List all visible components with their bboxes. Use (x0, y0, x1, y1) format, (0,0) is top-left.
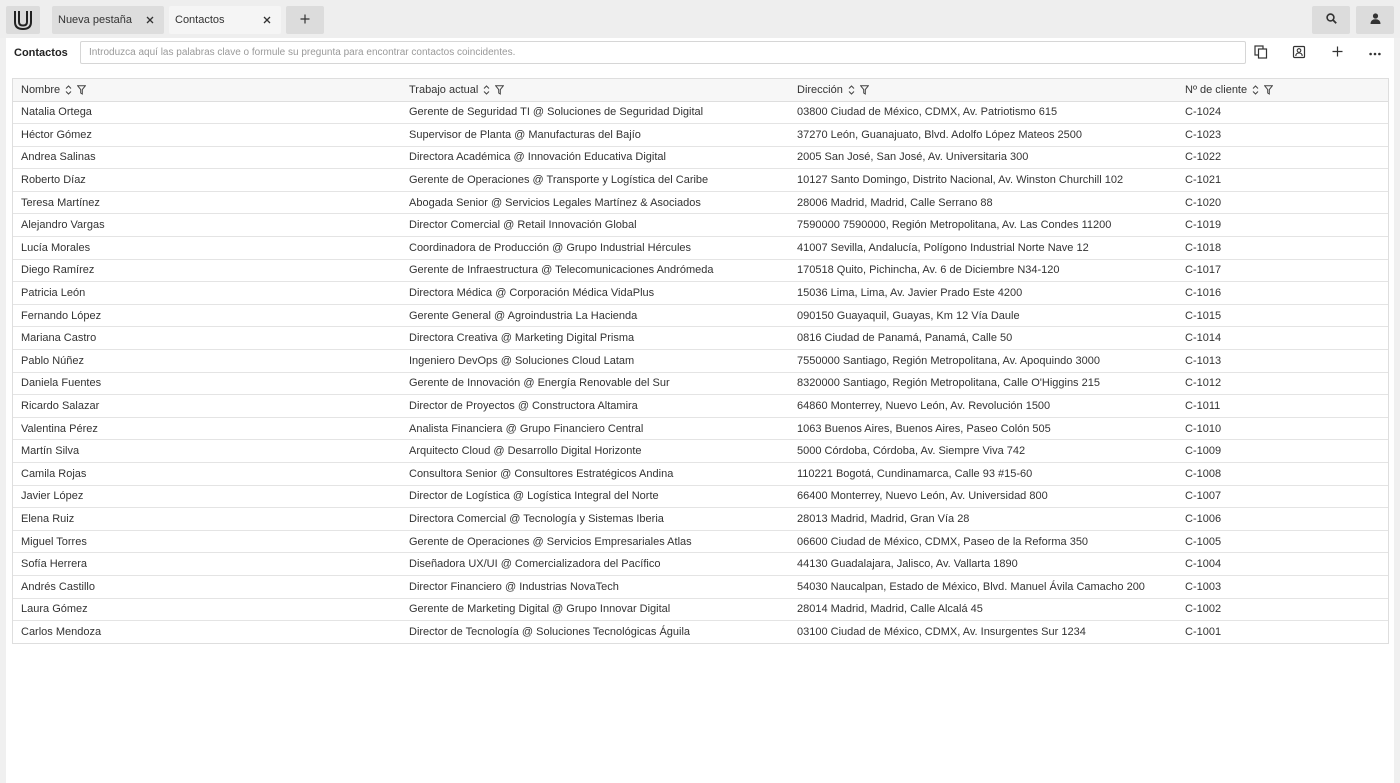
table-row[interactable] (13, 372, 1388, 395)
cell-numero-cliente: C-1005 (1177, 530, 1388, 553)
cell-nombre: Natalia Ortega (13, 101, 401, 124)
tab-label: Contactos (175, 14, 225, 26)
cell-direccion: 7590000 7590000, Región Metropolitana, Av. Las Condes 11200 (789, 214, 1177, 237)
plus-icon (300, 14, 310, 27)
table-row[interactable] (13, 485, 1388, 508)
column-label: Dirección (797, 83, 843, 96)
filter-icon[interactable] (77, 85, 86, 95)
cell-numero-cliente: C-1021 (1177, 169, 1388, 192)
table-row[interactable] (13, 575, 1388, 598)
copy-button[interactable] (1249, 42, 1273, 64)
column-header-trabajo-actual[interactable] (401, 79, 789, 101)
copy-icon (1254, 45, 1268, 62)
column-header-nombre[interactable] (13, 79, 401, 101)
cell-direccion: 66400 Monterrey, Nuevo León, Av. Universidad 800 (789, 485, 1177, 508)
sort-icon[interactable] (848, 85, 855, 95)
contact-card-button[interactable] (1287, 42, 1311, 64)
table-row[interactable] (13, 259, 1388, 282)
cell-direccion: 28006 Madrid, Madrid, Calle Serrano 88 (789, 191, 1177, 214)
new-tab-button[interactable] (286, 6, 324, 34)
cell-trabajo-actual: Gerente de Operaciones @ Transporte y Logística del Caribe (401, 169, 789, 192)
table-row[interactable] (13, 530, 1388, 553)
cell-direccion: 64860 Monterrey, Nuevo León, Av. Revolución 1500 (789, 395, 1177, 418)
tab-contactos[interactable] (169, 6, 281, 34)
cell-numero-cliente: C-1007 (1177, 485, 1388, 508)
more-icon (1369, 47, 1381, 59)
search-icon (1326, 13, 1337, 27)
cell-trabajo-actual: Arquitecto Cloud @ Desarrollo Digital Horizonte (401, 440, 789, 463)
cell-nombre: Miguel Torres (13, 530, 401, 553)
cell-direccion: 5000 Córdoba, Córdoba, Av. Siempre Viva 742 (789, 440, 1177, 463)
cell-direccion: 7550000 Santiago, Región Metropolitana, Av. Apoquindo 3000 (789, 350, 1177, 373)
table-row[interactable] (13, 395, 1388, 418)
cell-numero-cliente: C-1001 (1185, 626, 1222, 639)
tab-nueva-pestana[interactable] (52, 6, 164, 34)
cell-numero-cliente: C-1022 (1177, 146, 1388, 169)
cell-direccion: 41007 Sevilla, Andalucía, Polígono Industrial Norte Nave 12 (789, 237, 1177, 260)
page-title: Contactos (14, 47, 68, 59)
cell-numero-cliente: C-1010 (1177, 417, 1388, 440)
cell-direccion: 06600 Ciudad de México, CDMX, Paseo de la Reforma 350 (789, 530, 1177, 553)
filter-icon[interactable] (495, 85, 504, 95)
cell-nombre: Fernando López (13, 304, 401, 327)
cell-nombre: Sofía Herrera (13, 553, 401, 576)
cell-trabajo-actual: Supervisor de Planta @ Manufacturas del Bajío (401, 124, 789, 147)
cell-numero-cliente: C-1020 (1177, 191, 1388, 214)
cell-direccion: 15036 Lima, Lima, Av. Javier Prado Este 4200 (789, 282, 1177, 305)
cell-direccion: 10127 Santo Domingo, Distrito Nacional, Av. Winston Churchill 102 (789, 169, 1177, 192)
cell-direccion: 090150 Guayaquil, Guayas, Km 12 Vía Daule (789, 304, 1177, 327)
cell-trabajo-actual: Director de Logística @ Logística Integral del Norte (401, 485, 789, 508)
cell-trabajo-actual: Gerente de Infraestructura @ Telecomunicaciones Andrómeda (401, 259, 789, 282)
cell-nombre: Andrés Castillo (13, 575, 401, 598)
cell-nombre: Camila Rojas (13, 463, 401, 486)
cell-numero-cliente: C-1015 (1177, 304, 1388, 327)
table-row[interactable] (13, 304, 1388, 327)
app-logo-icon[interactable] (6, 6, 40, 34)
table-row[interactable] (13, 191, 1388, 214)
cell-nombre: Mariana Castro (13, 327, 401, 350)
cell-nombre: Alejandro Vargas (13, 214, 401, 237)
cell-nombre: Martín Silva (13, 440, 401, 463)
plus-icon (1332, 46, 1343, 60)
cell-trabajo-actual: Coordinadora de Producción @ Grupo Industrial Hércules (401, 237, 789, 260)
cell-trabajo-actual: Gerente de Marketing Digital @ Grupo Innovar Digital (401, 598, 789, 621)
toolbar (6, 38, 1394, 70)
table-row[interactable] (13, 440, 1388, 463)
cell-trabajo-actual: Directora Creativa @ Marketing Digital Prisma (401, 327, 789, 350)
cell-numero-cliente: C-1019 (1177, 214, 1388, 237)
cell-trabajo-actual: Analista Financiera @ Grupo Financiero Central (401, 417, 789, 440)
cell-nombre: Elena Ruiz (13, 508, 401, 531)
contacts-table (12, 78, 1389, 644)
cell-nombre: Laura Gómez (13, 598, 401, 621)
cell-direccion: 170518 Quito, Pichincha, Av. 6 de Diciembre N34-120 (789, 259, 1177, 282)
cell-direccion: 1063 Buenos Aires, Buenos Aires, Paseo Colón 505 (789, 417, 1177, 440)
cell-direccion: 28013 Madrid, Madrid, Gran Vía 28 (789, 508, 1177, 531)
cell-trabajo-actual: Directora Médica @ Corporación Médica VidaPlus (401, 282, 789, 305)
table-row[interactable] (13, 553, 1388, 576)
cell-nombre: Patricia León (13, 282, 401, 305)
cell-trabajo-actual: Director Comercial @ Retail Innovación Global (401, 214, 789, 237)
cell-direccion: 110221 Bogotá, Cundinamarca, Calle 93 #15-60 (789, 463, 1177, 486)
cell-trabajo-actual: Director Financiero @ Industrias NovaTech (401, 575, 789, 598)
cell-numero-cliente: C-1017 (1177, 259, 1388, 282)
cell-direccion: 44130 Guadalajara, Jalisco, Av. Vallarta 1890 (789, 553, 1177, 576)
cell-numero-cliente: C-1009 (1177, 440, 1388, 463)
column-label: Trabajo actual (409, 83, 479, 96)
cell-numero-cliente: C-1003 (1177, 575, 1388, 598)
table-row[interactable] (13, 350, 1388, 373)
table-row[interactable] (13, 169, 1388, 192)
cell-numero-cliente: C-1024 (1177, 101, 1388, 124)
contact-card-icon (1292, 45, 1306, 62)
close-icon[interactable] (144, 14, 156, 26)
cell-numero-cliente: C-1011 (1177, 395, 1388, 418)
table-row[interactable] (13, 598, 1388, 621)
table-row[interactable] (13, 124, 1388, 147)
cell-trabajo-actual: Abogada Senior @ Servicios Legales Martínez & Asociados (401, 191, 789, 214)
sort-icon[interactable] (1252, 85, 1259, 95)
cell-direccion: 0816 Ciudad de Panamá, Panamá, Calle 50 (789, 327, 1177, 350)
cell-numero-cliente: C-1002 (1177, 598, 1388, 621)
cell-nombre: Daniela Fuentes (13, 372, 401, 395)
top-bar (0, 0, 1400, 38)
cell-trabajo-actual: Diseñadora UX/UI @ Comercializadora del Pacífico (401, 553, 789, 576)
cell-trabajo-actual: Gerente General @ Agroindustria La Hacienda (401, 304, 789, 327)
cell-numero-cliente: C-1014 (1177, 327, 1388, 350)
table-row[interactable] (13, 101, 1388, 124)
cell-numero-cliente: C-1012 (1177, 372, 1388, 395)
tab-label: Nueva pestaña (58, 14, 132, 26)
filter-icon[interactable] (860, 85, 869, 95)
filter-icon[interactable] (1264, 85, 1273, 95)
cell-nombre: Lucía Morales (13, 237, 401, 260)
cell-numero-cliente: C-1016 (1177, 282, 1388, 305)
cell-nombre: Diego Ramírez (13, 259, 401, 282)
table-body (13, 101, 1388, 643)
cell-numero-cliente: C-1018 (1177, 237, 1388, 260)
cell-numero-cliente: C-1013 (1177, 350, 1388, 373)
cell-direccion: 03800 Ciudad de México, CDMX, Av. Patriotismo 615 (789, 101, 1177, 124)
cell-nombre: Ricardo Salazar (13, 395, 401, 418)
cell-direccion: 37270 León, Guanajuato, Blvd. Adolfo López Mateos 2500 (789, 124, 1177, 147)
cell-trabajo-actual: Ingeniero DevOps @ Soluciones Cloud Latam (401, 350, 789, 373)
cell-direccion: 03100 Ciudad de México, CDMX, Av. Insurgentes Sur 1234 (797, 626, 1086, 639)
cell-trabajo-actual: Director de Proyectos @ Constructora Altamira (401, 395, 789, 418)
table-row[interactable] (13, 463, 1388, 486)
table-row[interactable] (13, 237, 1388, 260)
cell-numero-cliente: C-1006 (1177, 508, 1388, 531)
cell-nombre: Teresa Martínez (13, 191, 401, 214)
cell-nombre: Héctor Gómez (13, 124, 401, 147)
cell-nombre: Pablo Núñez (13, 350, 401, 373)
cell-direccion: 2005 San José, San José, Av. Universitaria 300 (789, 146, 1177, 169)
sort-icon[interactable] (483, 85, 490, 95)
user-icon (1370, 13, 1381, 27)
cell-nombre: Roberto Díaz (13, 169, 401, 192)
cell-nombre: Javier López (13, 485, 401, 508)
column-label: Nombre (21, 83, 61, 96)
table-row[interactable] (13, 214, 1388, 237)
search-button[interactable] (1312, 6, 1350, 34)
cell-nombre: Carlos Mendoza (21, 626, 102, 639)
cell-nombre: Andrea Salinas (13, 146, 401, 169)
cell-direccion: 28014 Madrid, Madrid, Calle Alcalá 45 (789, 598, 1177, 621)
cell-trabajo-actual: Directora Comercial @ Tecnología y Sistemas Iberia (401, 508, 789, 531)
more-options-button[interactable] (1363, 42, 1387, 64)
user-button[interactable] (1356, 6, 1394, 34)
table-row[interactable] (13, 146, 1388, 169)
column-header-direccion[interactable] (789, 79, 1177, 101)
column-header-numero-cliente[interactable] (1177, 79, 1388, 101)
cell-trabajo-actual: Director de Tecnología @ Soluciones Tecnológicas Águila (409, 626, 691, 639)
add-contact-button[interactable] (1325, 42, 1349, 64)
cell-direccion: 8320000 Santiago, Región Metropolitana, Calle O'Higgins 215 (789, 372, 1177, 395)
table-header-row (13, 79, 1388, 101)
table-row[interactable] (13, 282, 1388, 305)
main-panel (6, 38, 1394, 783)
table-row[interactable] (13, 327, 1388, 350)
cell-trabajo-actual: Gerente de Innovación @ Energía Renovable del Sur (401, 372, 789, 395)
cell-numero-cliente: C-1004 (1177, 553, 1388, 576)
cell-numero-cliente: C-1008 (1177, 463, 1388, 486)
table-row[interactable] (13, 621, 1388, 644)
cell-trabajo-actual: Gerente de Operaciones @ Servicios Empresariales Atlas (401, 530, 789, 553)
close-icon[interactable] (261, 14, 273, 26)
cell-trabajo-actual: Directora Académica @ Innovación Educativa Digital (401, 146, 789, 169)
cell-numero-cliente: C-1023 (1177, 124, 1388, 147)
cell-nombre: Valentina Pérez (13, 417, 401, 440)
cell-trabajo-actual: Consultora Senior @ Consultores Estratégicos Andina (401, 463, 789, 486)
column-label: Nº de cliente (1185, 83, 1248, 96)
cell-trabajo-actual: Gerente de Seguridad TI @ Soluciones de Seguridad Digital (401, 101, 789, 124)
table-row[interactable] (13, 508, 1388, 531)
table-row[interactable] (13, 417, 1388, 440)
cell-direccion: 54030 Naucalpan, Estado de México, Blvd. Manuel Ávila Camacho 200 (789, 575, 1177, 598)
sort-icon[interactable] (65, 85, 72, 95)
search-input[interactable] (80, 41, 1246, 64)
